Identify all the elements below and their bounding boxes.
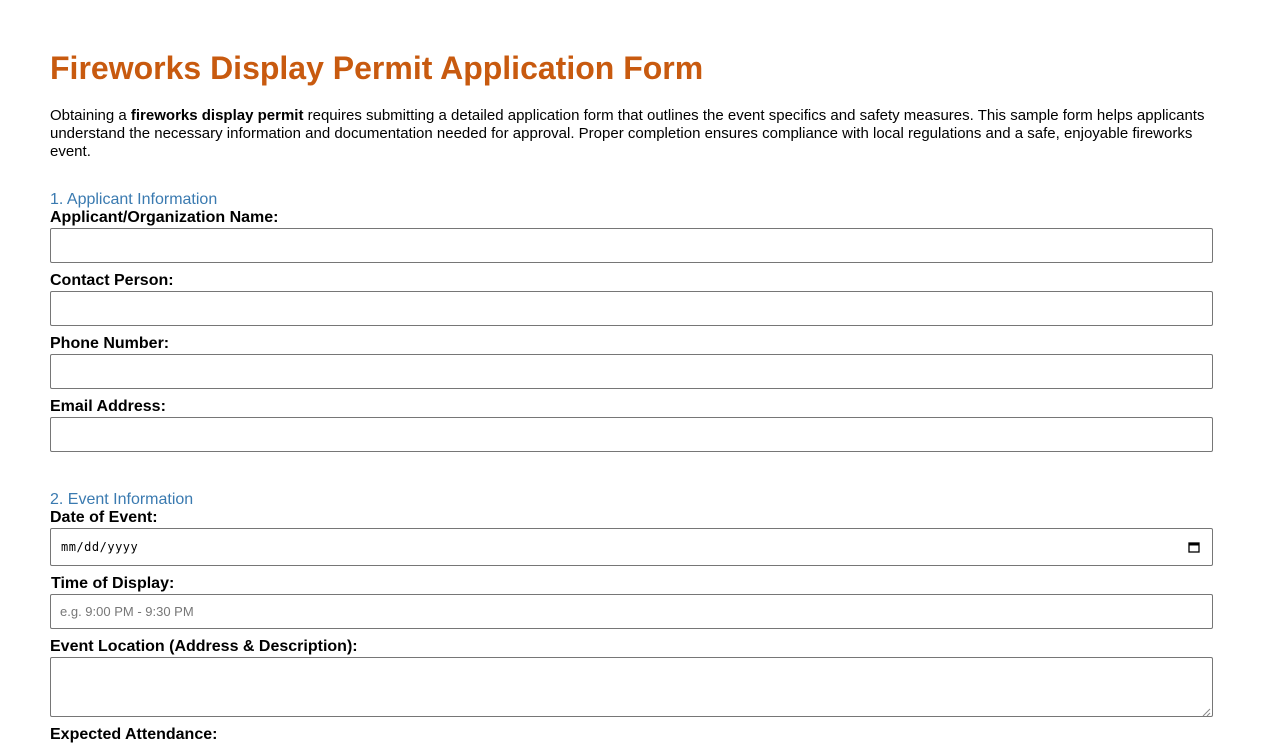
label-time-of-display: Time of Display: — [51, 575, 175, 592]
date-placeholder: mm/dd/yyyy — [61, 540, 139, 554]
contact-person-input[interactable] — [50, 291, 1213, 326]
page-title: Fireworks Display Permit Application Form — [50, 50, 704, 86]
intro-text-after: requires submitting a detailed application form that outlines the event specifics and safety measures. This sample form helps applicants understand the necessary information and documentation needed for approval. Proper completion ensures compliance with local regulations and a safe, enjoyable fireworks event. — [50, 107, 1205, 160]
time-placeholder: e.g. 9:00 PM - 9:30 PM — [60, 604, 194, 619]
event-location-textarea[interactable] — [50, 657, 1213, 717]
phone-number-input[interactable] — [50, 354, 1213, 389]
intro-bold-term: fireworks display permit — [130, 107, 304, 124]
section-heading-applicant-information: 1. Applicant Information — [50, 191, 218, 208]
label-phone-number: Phone Number: — [50, 335, 170, 352]
time-of-display-input[interactable] — [50, 594, 1213, 629]
label-expected-attendance: Expected Attendance: — [50, 726, 218, 743]
label-applicant-name: Applicant/Organization Name: — [50, 209, 279, 226]
label-date-of-event: Date of Event: — [50, 509, 158, 526]
calendar-icon[interactable] — [1186, 539, 1202, 555]
intro-text-before: Obtaining a — [50, 107, 131, 124]
label-event-location: Event Location (Address & Description): — [50, 638, 358, 655]
date-of-event-input[interactable] — [50, 528, 1213, 566]
label-email-address: Email Address: — [50, 398, 166, 415]
label-contact-person: Contact Person: — [50, 272, 174, 289]
intro-paragraph — [50, 107, 1213, 161]
section-heading-event-information: 2. Event Information — [50, 491, 194, 508]
resize-handle-icon[interactable] — [1201, 705, 1211, 715]
applicant-name-input[interactable] — [50, 228, 1213, 263]
email-address-input[interactable] — [50, 417, 1213, 452]
